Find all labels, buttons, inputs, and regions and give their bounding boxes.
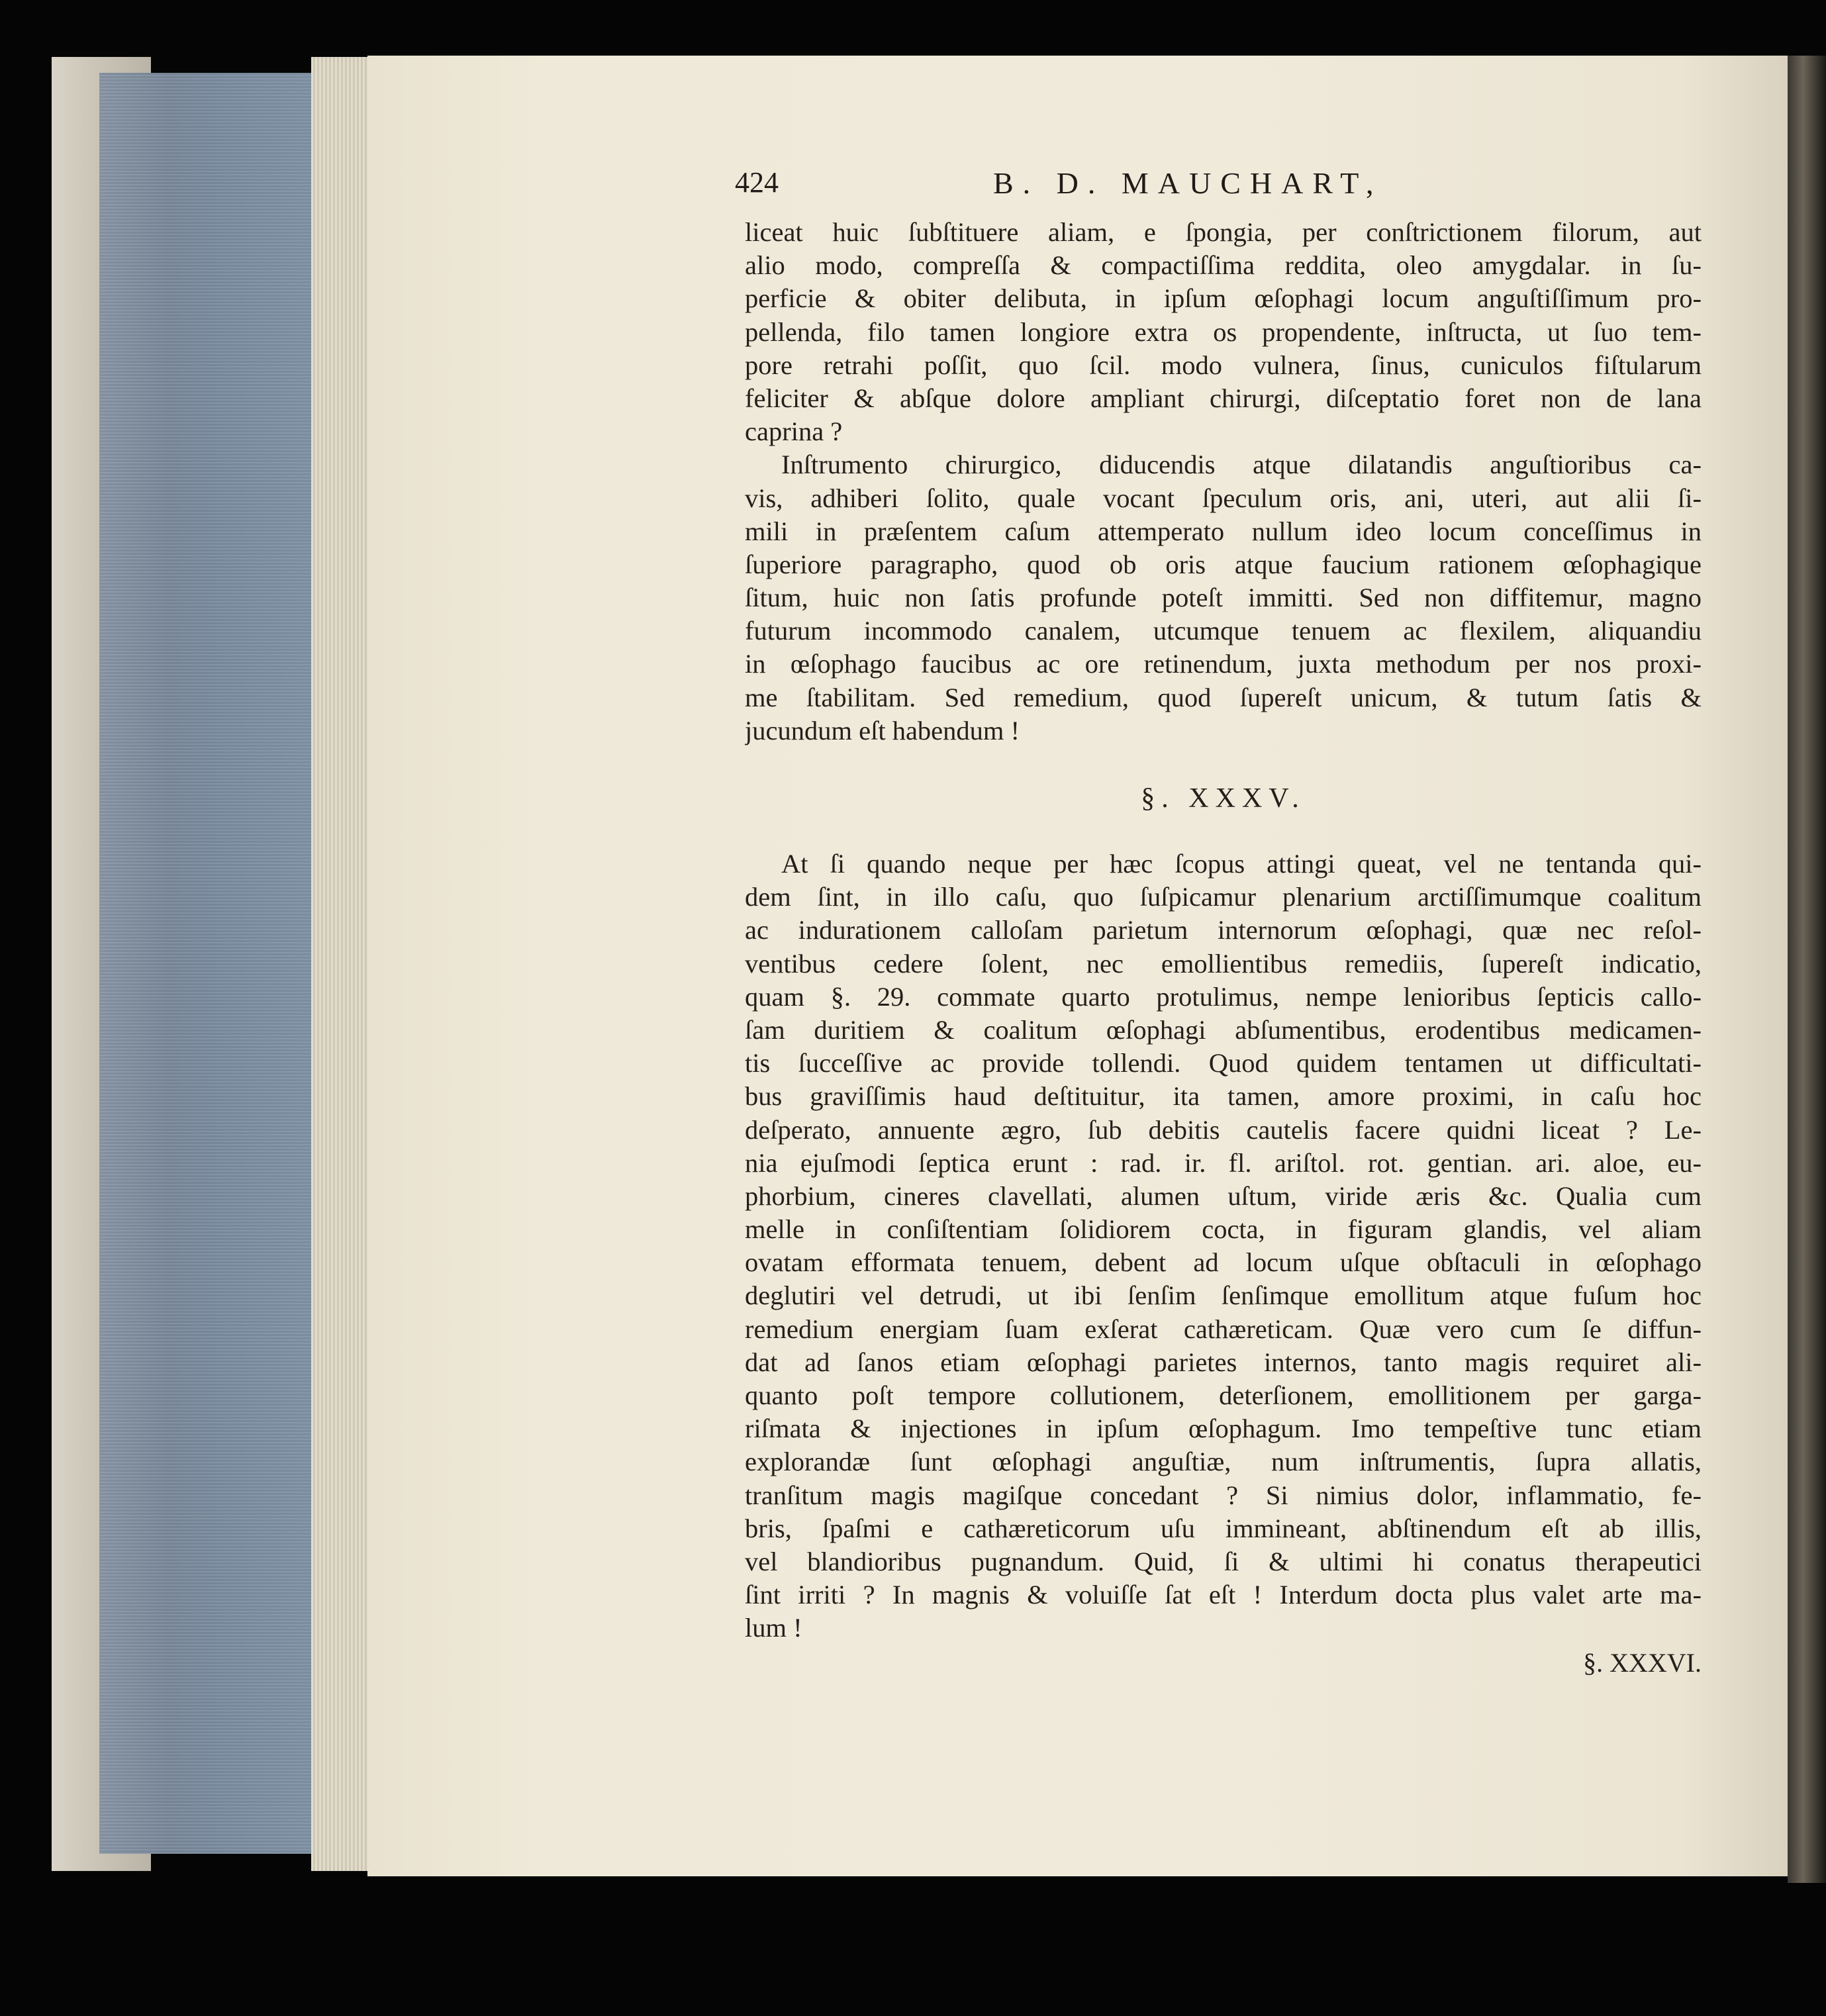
text-block-top bbox=[745, 216, 1702, 747]
text-line: lum ! bbox=[745, 1613, 802, 1643]
text-line: ſitum, huic non ſatis profunde poteſt immitti. Sed non diffitemur, magno bbox=[745, 583, 1702, 613]
text-line: At ſi quando neque per hæc ſcopus attingi queat, vel ne tentanda qui- bbox=[781, 849, 1702, 879]
text-line: ventibus cedere ſolent, nec emollientibus remediis, ſupereſt indicatio, bbox=[745, 948, 1702, 979]
text-line: quanto poſt tempore collutionem, deterſionem, emollitionem per garga- bbox=[745, 1380, 1702, 1410]
text-line: pellenda, filo tamen longiore extra os propendente, inſtructa, ut ſuo tem- bbox=[745, 316, 1702, 347]
text-line: perficie & obiter delibuta, in ipſum œſophagi locum anguſtiſſimum pro- bbox=[745, 283, 1702, 314]
text-line: dem ſint, in illo caſu, quo ſuſpicamur plenarium arctiſſimumque coalitum bbox=[745, 882, 1702, 912]
text-line: phorbium, cineres clavellati, alumen uſtum, viride æris &c. Qualia cum bbox=[745, 1180, 1702, 1211]
text-line: ſam duritiem & coalitum œſophagi abſumentibus, erodentibus medicamen- bbox=[745, 1014, 1702, 1045]
text-line: dat ad ſanos etiam œſophagi parietes internos, tanto magis requiret ali- bbox=[745, 1347, 1702, 1377]
text-line: jucundum eſt habendum ! bbox=[745, 715, 1020, 745]
text-line: riſmata & injectiones in ipſum œſophagum. Imo tempeſtive tunc etiam bbox=[745, 1414, 1702, 1444]
page-header bbox=[735, 166, 1702, 212]
text-line: me ſtabilitam. Sed remedium, quod ſupereſt unicum, & tutum ſatis & bbox=[745, 682, 1702, 712]
text-line: vel blandioribus pugnandum. Quid, ſi & ultimi hi conatus therapeutici bbox=[745, 1546, 1702, 1576]
text-line: ſint irriti ? In magnis & voluiſſe ſat eſt ! Interdum docta plus valet arte ma- bbox=[745, 1580, 1702, 1610]
text-line: Inſtrumento chirurgico, diducendis atque dilatandis anguſtioribus ca- bbox=[781, 450, 1702, 480]
text-line: ac indurationem calloſam parietum internorum œſophagi, quæ nec reſol- bbox=[745, 915, 1702, 945]
page-number: 424 bbox=[735, 166, 779, 199]
text-line: tis ſucceſſive ac provide tollendi. Quod quidem tentamen ut difficultati- bbox=[745, 1048, 1702, 1079]
text-line: deglutiri vel detrudi, ut ibi ſenſim ſenſimque emollitum atque fuſum hoc bbox=[745, 1280, 1702, 1311]
running-title: B. D. MAUCHART, bbox=[993, 166, 1383, 200]
text-line: deſperato, annuente ægro, ſub debitis cautelis facere quidni liceat ? Le- bbox=[745, 1114, 1702, 1145]
text-line: in œſophago faucibus ac ore retinendum, juxta methodum per nos proxi- bbox=[745, 649, 1702, 679]
text-line: explorandæ ſunt œſophagi anguſtiæ, num inſtrumentis, ſupra allatis, bbox=[745, 1447, 1702, 1477]
text-block-bottom bbox=[745, 847, 1702, 1645]
text-line: liceat huic ſubſtituere aliam, e ſpongia, per conſtrictionem filorum, aut bbox=[745, 217, 1702, 247]
text-line: alio modo, compreſſa & compactiſſima reddita, oleo amygdalar. in ſu- bbox=[745, 250, 1702, 281]
text-line: futurum incommodo canalem, utcumque tenuem ac flexilem, aliquandiu bbox=[745, 616, 1702, 646]
text-line: mili in præſentem caſum attemperato nullum ideo locum conceſſimus in bbox=[745, 516, 1702, 546]
book-sprinkled-edge bbox=[99, 73, 324, 1854]
text-line: bris, ſpaſmi e cathæreticorum uſu immineant, abſtinendum eſt ab illis, bbox=[745, 1513, 1702, 1543]
catchword: §. XXXVI. bbox=[1583, 1648, 1702, 1678]
text-line: feliciter & abſque dolore ampliant chirurgi, diſceptatio foret non de lana bbox=[745, 383, 1702, 413]
text-line: remedium energiam ſuam exſerat cathæreticam. Quæ vero cum ſe diffun- bbox=[745, 1314, 1702, 1344]
text-line: vis, adhiberi ſolito, quale vocant ſpeculum oris, ani, uteri, aut alii ſi- bbox=[745, 483, 1702, 513]
book-gutter bbox=[1788, 56, 1826, 1883]
text-line: quam §. 29. commate quarto protulimus, nempe lenioribus ſepticis callo- bbox=[745, 981, 1702, 1012]
page-stack bbox=[311, 57, 371, 1871]
text-line: caprina ? bbox=[745, 416, 843, 447]
text-line: ſuperiore paragrapho, quod ob oris atque faucium rationem œſophagique bbox=[745, 549, 1702, 579]
text-line: pore retrahi poſſit, quo ſcil. modo vulnera, ſinus, cuniculos fiſtularum bbox=[745, 350, 1702, 380]
text-line: ovatam efformata tenuem, debent ad locum uſque obſtaculi in œſophago bbox=[745, 1247, 1702, 1278]
section-heading: §. XXXV. bbox=[1141, 783, 1306, 814]
text-line: melle in conſiſtentiam ſolidiorem cocta, in figuram glandis, vel aliam bbox=[745, 1214, 1702, 1245]
text-line: tranſitum magis magiſque concedant ? Si nimius dolor, inflammatio, fe- bbox=[745, 1480, 1702, 1510]
text-line: bus graviſſimis haud deſtituitur, ita tamen, amore proximi, in caſu hoc bbox=[745, 1081, 1702, 1112]
text-line: nia ejuſmodi ſeptica erunt : rad. ir. fl. ariſtol. rot. gentian. ari. aloe, eu- bbox=[745, 1147, 1702, 1178]
